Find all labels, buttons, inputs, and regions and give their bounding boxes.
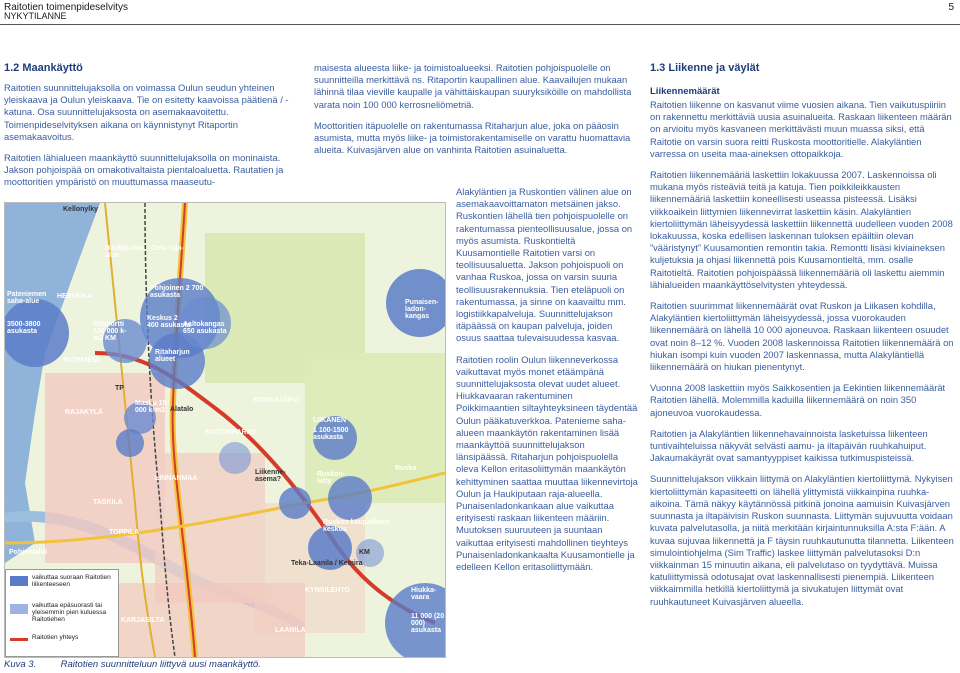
map-label-ruskonliitty: Ruskon-liitty — [317, 471, 345, 485]
map-label-masku: Masku 15 000 k-m2 — [135, 400, 167, 414]
middle-narrow-column — [456, 186, 638, 582]
map-label-pohjoinen: Pohjoinen 2 700 asukasta — [150, 285, 204, 299]
legend-swatch-indirect — [10, 604, 28, 614]
legend-label-direct: vaikuttaa suoraan Raitotien liikenteeseen — [32, 574, 111, 588]
map-label-km: KM — [359, 549, 370, 556]
left-column — [4, 62, 306, 198]
map-label-hiukkavaara-sub: 11 000 (20 000) asukasta — [411, 613, 445, 634]
right-paragraph-1: Raitotien liikenne on kasvanut viime vuosien aikana. Tien vaikutuspiiriin on rakennettu merkittäviä uusia asuinalueita. Raskaan liikenteen määrän on arvioitu myös kasvaneen merkittävästi muun muassa siksi, että Raitotie on varsin suora reitti Ruskosta moottoritielle. Alakyläntien varressa on useita maa-aineksen ottopaikkoja. — [650, 99, 952, 159]
map-label-toppila: TOPPILA — [109, 529, 140, 536]
map-label-herukka: HERUKKA — [57, 293, 92, 300]
map-label-ruskon-kaupallinen: Ruskon kaupallinen keskus — [323, 519, 390, 533]
page-number: 5 — [948, 2, 954, 13]
map-label-rusko: Rusko — [395, 465, 417, 472]
map-label-hiukkavaara: Hiukka-vaara — [411, 587, 437, 601]
map-label-teka-laanila: Teka-Laanila / Kemira — [291, 560, 363, 567]
figure-caption — [4, 659, 261, 670]
map-label-kynsilehto: KYNSILEHTO — [305, 587, 350, 594]
map-label-linnanmaa: LINNANMAA — [155, 475, 198, 482]
map-label-liikanen: LIIKANEN — [313, 417, 347, 424]
map-label-keskus: Keskus 2 400 asukasta — [147, 315, 191, 329]
land-use-map — [4, 202, 446, 658]
map-label-taskila: TASKILA — [93, 499, 123, 506]
right-paragraph-2: Raitotien liikennemääriä laskettiin lokakuussa 2007. Laskennoissa oli mukana myös risteäviä teitä ja katuja. Tien poikkileikkausten liikennemääriä laskettiin koneellisesti useassa pisteessä. Lisäksi viikkoaikein liittymien liikennevirrat laskettiin käsin. Alakyläntien kiertoliittymän läheisyydessä laskettiin liikennettä uudelleen vuoden 2008 lokakuussa, koska edellisen laskennan tuloksen epäiltiin olevan ”vääristynyt” Kuusamontien remontin takia. Remontti lisäsi kiviaineksen kuljetuksia ja ohjasi liikennettä pois Kuusamontieltä, mm. osalle Raitotieltä. Raitotien pohjoispäässä liikennemääriä oli laskettu aiemmin lähialueiden maankäyttöselvitysten yhteydessä. — [650, 169, 953, 290]
right-paragraph-3: Raitotien suurimmat liikennemäärät ovat Ruskon ja Liikasen kohdilla, Alakyläntien kiertoliittymän läheisyydessä, jossa vuorokauden liikennemäärä on lähellä 10 000 ajoneuvoa. Raskaan liikenteen osuudet ovat noin 8–12 %. Vuoden 2008 laskennoissa Raitotien liikennemäärä on hiukan isompi kuin vuoden 2007 laskennassa, mutta Alakyläntiellä liikennemäärä on hiukan pienentynyt. — [650, 300, 954, 373]
map-label-kuivasjarvi: KUIVASJÄRVI — [253, 397, 300, 404]
middle-paragraph-2: Moottoritien itäpuolelle on rakentumassa Ritaharjun alue, joka on pääosin asumista, mutta myös liike- ja toimistorakentamiselle on varattu huomattavia alueita. Kuivasjärven alue on vanhinta Raitotien asuinaluetta. — [314, 119, 631, 156]
map-label-tp: TP — [115, 385, 124, 392]
middle-column — [314, 62, 640, 165]
map-label-laanila: LAANILA — [275, 627, 306, 634]
map-label-karjasilta: KARJASILTA — [121, 617, 165, 624]
map-label-ritaportti: Ritaportti 100 000 k-m2 KM — [93, 321, 127, 342]
map-label-liikanen-sub: 1 100-1500 asukasta — [313, 427, 349, 441]
map-label-aaltokangas: Aaltokangas 650 asukasta — [183, 321, 227, 335]
section-heading-liikenne: 1.3 Liikenne ja väylät — [650, 62, 760, 74]
map-label-kellonylky: Kellonylky — [63, 206, 99, 213]
middle-paragraph-3: Alakyläntien ja Ruskontien välinen alue on asemakaavoittamaton metsäinen jakso. Ruskontien lähellä tien pohjoispuolelle on rakentumassa pienteollisuusalue, jossa on myös asumista. Ruskontieltä Kuusamontielle Raitotien varsi on teollisuusaluetta. Jakson pohjoispuoli on vanhaa Ruskoa, jossa on varsin suuria teollisuusrakennuksia. Tien eteläpuoli on rakentumassa, ja sinne on kaavailtu mm. logistiikkapalveluja. Suunnittelujakson itäpäässä on kaupan palveluja, joiden osuus saattaa tulevaisuudessa kasvaa. — [456, 186, 633, 344]
legend-swatch-direct — [10, 576, 28, 586]
right-paragraph-4: Vuonna 2008 laskettiin myös Saikkosentien ja Eekintien liikennemäärät Raitotien lähellä. Molemmilla kaduilla liikennemäärä on noin 350 ajoneuvoa vuorokaudessa. — [650, 382, 946, 418]
section-heading-maankaytto: 1.2 Maankäyttö — [4, 62, 83, 74]
document-subtitle: NYKYTILANNE — [4, 11, 67, 21]
map-label-pohjantahti: Pohjantahti — [9, 549, 48, 556]
document-title: Raitotien toimenpideselvitys — [4, 2, 128, 13]
middle-paragraph-4: Raitotien roolin Oulun liikenneverkossa vaikuttavat myös monet etäämpänä suunnittelujaksosta olevat uudet alueet. Hiukkavaaran rakentuminen Poikkimaantien siltayhteyksineen täydentää Oulun pääkatuverkkoa. Patenieme saha-alueen maankäytön rakentaminen lisää maankäyttöä suunnittelujakson länsipäässä. Ritaharjun pohjoispuolella oleva Kellon eritasoliittymän maankäytön kehittyminen saattaa muuttaa liikennevirtoja Oulun ja Haukiputaan raja-alueella. Punaisenladonkankaan alue vaikuttaa erityisesti raskaan liikenteen määriin. Muutoksen suuruuteen ja suuntaan vaikuttaa erityisesti mahdollinen tieyhteys Punaisenladonkankaalta Kuusamontielle ja edelleen Kellon eritasoliittymään. — [456, 353, 638, 573]
subheading-liikennemaarat: Liikennemäärät — [650, 86, 720, 97]
left-paragraph-1: Raitotien suunnittelujaksolla on voimassa Oulun seudun yhteinen yleiskaava ja Oulun yleiskaava. Tie on esitetty kaavoissa päätienä / -katuna. Osa suunnittelujaksosta on asemakaavoitettu. Toimenpideselvityksen aikana on käynnistynyt Ritaportin asemakaavoitus. — [4, 82, 289, 142]
map-label-patenieme: Pateniemen saha-alue — [7, 291, 47, 305]
figure-caption-text: Raitotien suunnitteluun liittyvä uusi maankäyttö. — [60, 659, 261, 670]
map-label-punaisenladonkangas: Punaisen-ladon-kangas — [405, 299, 439, 320]
map-legend — [5, 569, 119, 657]
left-paragraph-2: Raitotien lähialueen maankäyttö suunnittelujaksolla on moninaista. Jakson pohjoispää on omakotivaltaista pientaloaluetta. Rautatien ja moottoritien ympäristö on muuttumassa maaseutu- — [4, 152, 284, 188]
legend-swatch-raitotie — [10, 638, 28, 641]
map-label-ritaharju: Ritaharjun alueet — [155, 349, 190, 363]
map-label-pateniemi: PATENIEMI — [63, 357, 101, 364]
right-paragraph-5: Raitotien ja Alakyläntien liikennehavainnoista lasketuissa liikenteen tuntivaihteluissa näkyvät selvästi aamu- ja iltapäivän ruuhkahuiput. Jakaumakäyrät ovat samantyyppiset kaikissa tutkimuspisteissä. — [650, 427, 928, 464]
map-label-alatalo: Alatalo — [170, 406, 194, 413]
legend-label-raitotie: Raitotien yhteys — [32, 634, 79, 641]
right-column — [650, 62, 954, 617]
map-label-rajakyla: RAJAKYLÄ — [65, 409, 104, 416]
map-label-liikennasema: Liikenne-asema? — [255, 469, 286, 483]
right-paragraph-6: Suunnittelujakson viikkain liittymä on Alakyläntien kiertoliittymä. Nykyisen kiertoliittymän kapasiteetti on lähellä ylittymistä viikkainpina ruuhka-aikoina. Tämä näkyy käytännössä pitkinä jonoina aamuisin Kuivasjärven suunnasta ja iltapäivisin Ruskon suunnasta. Liittymän sujuvuutta voidaan kuvata palvelutasolla, ja niitä merkitään kirjaintunnuksilla A:sta F:ään. A kuvaa sujuvaa liikennettä ja F täysin ruuhkautunutta tilannetta. Liikenteen simulointiohjelma (Sim Traffic) laskee liittymän palvelutasoksi D:n viikkainman 15 minuutin aikana, eli palvelutaso on tyydyttävä. Muissa katuliittymissä odotusajat ovat laskennallisesti pienempiä. Liikenteen viikkaimmilla hetkillä kiertoliittymä ja sivukatujen liittymät ovat ruuhkautuneet Kuivasjärven alueella. — [650, 473, 954, 607]
map-label-kaijonharju: KAIJONHARJU — [205, 429, 256, 436]
middle-paragraph-1: maisesta alueesta liike- ja toimistoalueeksi. Raitotien pohjoispuolelle on suunnitteilla merkittävä ns. Ritaportin kaupallinen alue. Kaavailujen mukaan lähinnä tilaa vieville kaupalle ja vähittäiskaupan suuryksiköille on mahdollista varata noin 100 000 kerrosneliömetriä. — [314, 62, 632, 110]
header-divider — [0, 24, 960, 25]
legend-label-indirect: vaikuttaa epäsuorasti tai yleisemmin pien kuluessa Raitotiehen — [32, 602, 107, 623]
figure-caption-label: Kuva 3. — [4, 659, 37, 670]
map-label-haukipudas: Haukipudas - Oulu raja-alue — [105, 245, 184, 259]
map-label-patenieme-sub: 3500-3800 asukasta — [7, 321, 41, 335]
